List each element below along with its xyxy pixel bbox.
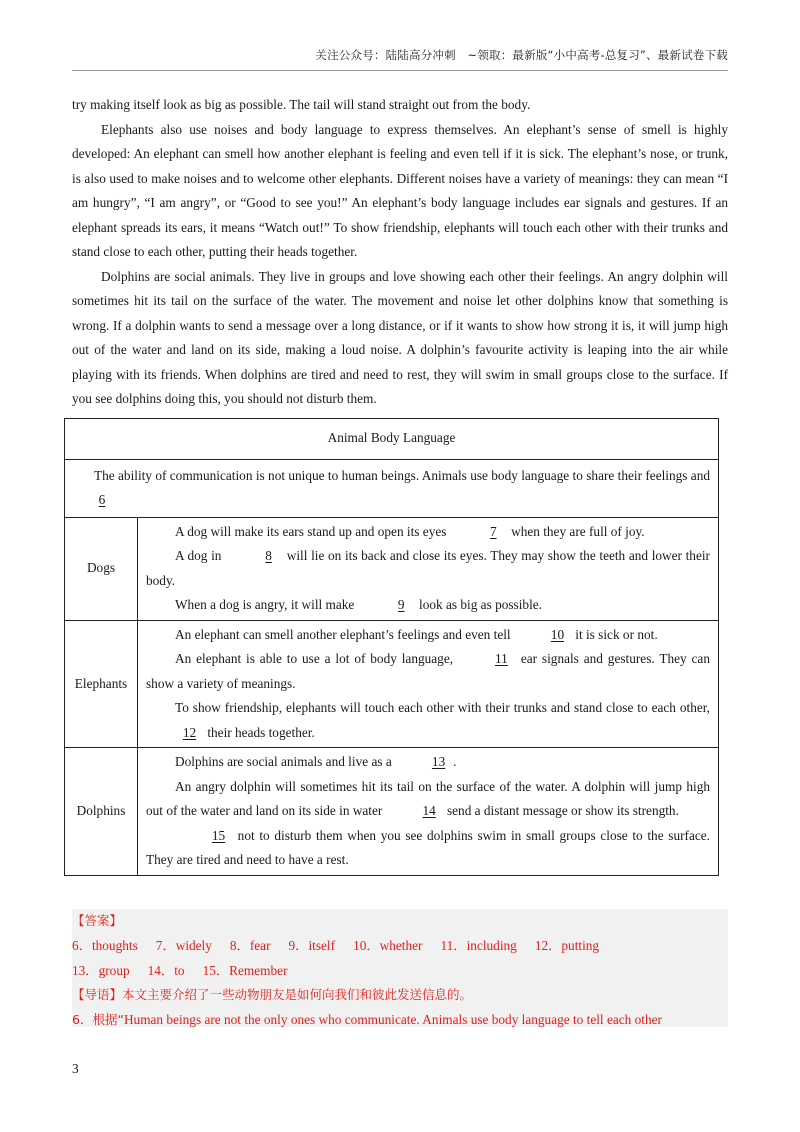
answer-item: 10．whether bbox=[353, 937, 423, 953]
elephants-sentence-1: An elephant can smell another elephant’s feelings and even tell bbox=[175, 626, 514, 642]
blank-8: 8 bbox=[265, 548, 272, 563]
row-label-dolphins: Dolphins bbox=[65, 748, 138, 876]
answer-item: 12．putting bbox=[534, 937, 600, 953]
blank-7: 7 bbox=[489, 523, 497, 539]
dogs-sentence-1: A dog will make its ears stand up and open its eyes bbox=[175, 523, 450, 539]
paragraph-dolphins: Dolphins are social animals. They live in groups and love showing each other their feelings. An angry dolphin will sometimes hit its tail on the surface of the water. The movement and noise let other dolphins know that something is wrong. If a dolphin wants to send a message over a long distance, or if it wants to show how strong it is, it will jump high out of the water and land on its side, making a loud noise. A dolphin’s favourite activity is leaping into the air while playing with its friends. When dolphins are tired and need to rest, they will swim in small groups close to the surface. If you see dolphins doing this, you should not disturb them. bbox=[72, 268, 728, 406]
paragraph-elephants: Elephants also use noises and body language to express themselves. An elephant’s sense of smell is highly developed: An elephant can smell how another elephant is feeling and even tell if it is sick. The elephant’s nose, or trunk, is also used to make noises and to welcome other elephants. Different noises have a variety of meanings: they can mean “I am hungry”, “I am angry”, or “Good to see you!” An elephant’s body language includes ear signals and gestures. If an elephant spreads its ears, it means “Watch out!” To show friendship, elephants will touch each other with their trunks and stand close to each other, putting their heads together. bbox=[72, 121, 728, 259]
guide-row bbox=[72, 983, 728, 1008]
blank-10: 10 bbox=[550, 626, 565, 642]
row-label-dogs: Dogs bbox=[65, 517, 138, 620]
guide-text: 本文主要介绍了一些动物朋友是如何向我们和彼此发送信息的。 bbox=[122, 987, 473, 1003]
elephants-sentence-3-end: their heads together. bbox=[204, 724, 315, 740]
answer-item: 14．to bbox=[147, 962, 185, 978]
elephants-sentence-2: An elephant is able to use a lot of body language, bbox=[175, 651, 458, 666]
answer-section bbox=[72, 909, 728, 1027]
answer-row-1 bbox=[72, 934, 728, 959]
answer-item: 13．group bbox=[72, 962, 130, 978]
elephants-sentence-3: To show friendship, elephants will touch each other with their trunks and stand close to each other, bbox=[175, 700, 710, 715]
table-intro bbox=[65, 459, 719, 517]
row-content-elephants bbox=[138, 620, 719, 748]
blank-12: 12 bbox=[182, 724, 197, 740]
passage-continuation: try making itself look as big as possible. The tail will stand straight out from the body. bbox=[72, 97, 531, 112]
explanation-prefix: 6．根据“ bbox=[72, 1012, 124, 1028]
blank-9: 9 bbox=[397, 597, 405, 612]
blank-6: 6 bbox=[98, 492, 106, 507]
answer-item: 7．widely bbox=[155, 937, 212, 953]
row-content-dogs bbox=[138, 517, 719, 620]
explanation-text: Human beings are not the only ones who communicate. Animals use body language to tell each other bbox=[123, 1012, 662, 1028]
dogs-sentence-3: When a dog is angry, it will make bbox=[175, 597, 358, 612]
blank-11: 11 bbox=[495, 651, 508, 666]
dolphins-sentence-2-end: send a distant message or show its strength. bbox=[443, 803, 679, 818]
blank-13: 13 bbox=[431, 754, 446, 769]
header-divider bbox=[72, 70, 728, 71]
dolphins-sentence-1: Dolphins are social animals and live as a bbox=[175, 754, 396, 769]
dolphins-sentence-2: An angry dolphin will sometimes hit its tail on the surface of the water. A dolphin will jump high out of the water and land on its side in water bbox=[146, 778, 710, 818]
dogs-sentence-1-end: when they are full of joy. bbox=[507, 523, 645, 539]
answer-item: 9．itself bbox=[288, 937, 336, 953]
blank-14: 14 bbox=[422, 803, 436, 818]
main-content bbox=[72, 93, 728, 876]
elephants-sentence-1-end: it is sick or not. bbox=[571, 626, 658, 642]
answer-item: 6．thoughts bbox=[72, 937, 138, 953]
summary-table bbox=[64, 418, 719, 876]
row-label-elephants: Elephants bbox=[65, 620, 138, 748]
row-content-dolphins bbox=[138, 748, 719, 876]
dolphins-sentence-1-end: . bbox=[453, 754, 457, 769]
answer-item: 11．including bbox=[440, 937, 517, 953]
blank-15: 15 bbox=[211, 827, 226, 843]
dogs-sentence-2-end: will lie on its back and close its eyes. They may show the teeth and lower their body. bbox=[146, 548, 710, 588]
page-number: 3 bbox=[72, 1061, 79, 1076]
page-header: 关注公众号：陆陆高分冲刺 ~领取：最新版“小中高考-总复习”、最新试卷下载 bbox=[315, 48, 728, 62]
intro-text: The ability of communication is not unique to human beings. Animals use body language to share their feelings and bbox=[94, 467, 710, 483]
answer-row-2 bbox=[72, 959, 728, 984]
answer-heading: 【答案】 bbox=[72, 913, 123, 928]
guide-label: 【导语】 bbox=[72, 987, 123, 1003]
table-title: Animal Body Language bbox=[65, 418, 719, 459]
dolphins-sentence-3: not to disturb them when you see dolphins swim in small groups close to the surface. They are tired and need to have a rest. bbox=[146, 827, 710, 867]
answer-item: 8．fear bbox=[229, 937, 271, 953]
dogs-sentence-2: A dog in bbox=[175, 548, 226, 563]
dogs-sentence-3-end: look as big as possible. bbox=[415, 597, 542, 612]
answer-item: 15．Remember bbox=[202, 962, 288, 978]
elephants-sentence-2-end: ear signals and gestures. They can show a variety of meanings. bbox=[146, 651, 710, 691]
explanation-row bbox=[72, 1008, 728, 1033]
